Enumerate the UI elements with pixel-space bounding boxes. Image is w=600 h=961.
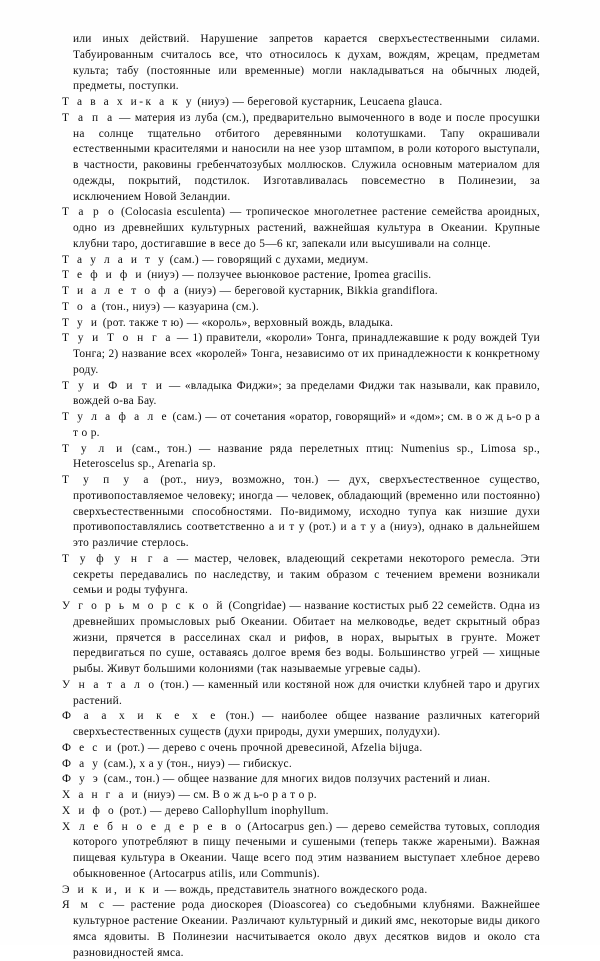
entry-definition: (сам.), х а у (тон., ниуэ) — гибискус. xyxy=(100,757,292,770)
dictionary-entry xyxy=(62,757,540,773)
entry-headword: Х и ф о xyxy=(62,804,117,817)
dictionary-entry xyxy=(62,300,540,316)
dictionary-entry xyxy=(62,552,540,599)
dictionary-entry xyxy=(62,709,540,741)
entry-definition: (Artocarpus gen.) — дерево семейства тутовых, соплодия которого употребляют в пищу печеными и сушеными (теперь также жареными). Важная пищевая культура в Океании. Чаще всего под этим названием выступает хлебное дерево обыкновенное (Artocarpus atilis, или Communis). xyxy=(73,820,540,880)
entry-headword: Я м с xyxy=(62,899,107,912)
dictionary-entry xyxy=(62,788,540,804)
entry-definition: (Colocasia esculenta) — тропическое многолетнее растение семейства ароидных, одно из древнейших культурных растений, важнейшая культура в Океании. Крупные клубни таро, достигавшие в весе до 5—6 кг, запекали или высушивали на солнце. xyxy=(73,206,541,250)
dictionary-entry xyxy=(62,284,540,300)
dictionary-entry xyxy=(62,379,540,411)
dictionary-entry xyxy=(62,253,540,269)
dictionary-entry xyxy=(62,898,540,961)
entry-headword: У г о р ь м о р с к о й xyxy=(62,600,226,612)
text-column xyxy=(62,32,540,961)
dictionary-entry xyxy=(62,268,540,284)
entry-definition: — мастер, человек, владеющий секретами некоторого ремесла. Эти секреты передавались по наследству, и таким образом с течением времени возникали семьи и роды туфунга. xyxy=(73,552,540,597)
entry-headword: Ф у э xyxy=(62,773,101,786)
entry-definition: — вождь, представитель знатного вождеского рода. xyxy=(161,883,428,896)
entry-definition: (ниуэ) — ползучее вьюнковое растение, Ipomea gracilis. xyxy=(143,269,432,282)
dictionary-entry xyxy=(62,316,540,332)
entry-headword: Т у ф у н г а xyxy=(62,552,171,565)
entry-definition: (ниуэ) — береговой кустарник, Leucaena glauca. xyxy=(194,96,443,108)
entry-definition: (рот. также т ю) — «король», верховный вождь, владыка. xyxy=(99,316,394,329)
dictionary-entry xyxy=(62,820,540,883)
entry-definition: (сам.) — говорящий с духами, медиум. xyxy=(166,253,369,266)
entry-headword: Ф а а х и к е х е xyxy=(62,710,218,723)
entry-definition: (сам.) — от сочетания «оратор, говорящий» и «дом»; см. в о ж д ь-о р а т о р. xyxy=(73,411,541,439)
entry-definition: — 1) правители, «короли» Тонга, принадлежавшие к роду вождей Туи Тонга; 2) название всех «королей» Тонга, независимо от их принадлежности к конкретному роду. xyxy=(73,332,540,376)
entry-headword: Т а р о xyxy=(62,206,117,219)
entry-headword: Т а п а xyxy=(62,111,115,124)
entry-headword: Х л е б н о е д е р е в о xyxy=(62,820,244,833)
entry-definition: — «владыка Фиджи»; за пределами Фиджи так называли, как правило, вождей о-ва Бау. xyxy=(73,379,540,408)
entry-definition: (ниуэ) — береговой кустарник, Bikkia grandiflora. xyxy=(181,285,438,297)
dictionary-entry xyxy=(62,205,540,252)
dictionary-entry xyxy=(62,804,540,820)
entry-headword: У н а т а л о xyxy=(62,678,157,691)
dictionary-entry xyxy=(62,111,540,206)
dictionary-entry xyxy=(62,95,540,111)
entry-definition: (ниуэ) — см. В о ж д ь-о р а т о р. xyxy=(140,789,317,801)
entry-headword: Т у л и xyxy=(62,442,125,455)
entry-headword: Т у л а ф а л е xyxy=(62,411,170,423)
dictionary-entry xyxy=(62,883,540,899)
entry-headword: Т а у л а и т у xyxy=(62,253,167,266)
entry-headword: Т у и Ф и т и xyxy=(62,379,165,392)
entry-headword: Ф е с и xyxy=(62,741,114,754)
dictionary-entry xyxy=(62,678,540,710)
entry-headword: Э и к и, и к и xyxy=(62,883,162,896)
entry-headword: Т у и Т о н г а xyxy=(62,332,173,345)
paragraph-text: или иных действий. Нарушение запретов карается сверхъестественными силами. Табуированным считалось все, что относилось к духам, вождям, жрецам, предметам культа; табу (постоянные или временные) могли накладываться на обычных людей, предметы, поступки. xyxy=(73,33,540,93)
dictionary-entry xyxy=(62,442,540,474)
dictionary-entry xyxy=(62,410,540,442)
entry-headword: Т и а л е т о ф а xyxy=(62,285,182,297)
entry-definition: (тон.) — наиболее общее название различных категорий сверхъестественных существ (духи природы, духи умерших, полудухи). xyxy=(73,710,541,738)
entry-definition: (рот.) — дерево Callophyllum inophyllum. xyxy=(116,804,329,817)
entry-definition: (рот., ниуэ, возможно, тон.) — дух, сверхъестественное существо, противопоставляемое человеку; иногда — человек, обладающий (временно или постоянно) сверхъестественными способностями. По-видимому, исходно тупуа как низшие духи противопоставлялись соответственно а и т у (рот.) и а т у а (ниуэ), однако в дальнейшем это различие стерлось. xyxy=(73,474,540,549)
dictionary-entry xyxy=(62,772,540,788)
entry-definition: — растение рода диоскорея (Dioascorea) со съедобными клубнями. Важнейшее культурное растение Океании. Различают культурный и дикий ямс, некоторые виды дикого ямса ядовиты. В Полинезии насчитывается около двух десятков видов и около ста разновидностей ямса. xyxy=(73,899,540,959)
entry-definition: (тон., ниуэ) — казуарина (см.). xyxy=(98,300,259,313)
paragraph-continuation xyxy=(62,32,540,95)
entry-headword: Т о а xyxy=(62,300,99,313)
dictionary-entry xyxy=(62,331,540,378)
entry-headword: Х а н г а и xyxy=(62,789,141,801)
entry-definition: (сам., тон.) — общее название для многих видов ползучих растений и лиан. xyxy=(100,773,491,786)
entry-headword: Ф а у xyxy=(62,757,101,770)
entry-headword: Т у п у а xyxy=(62,474,151,486)
dictionary-entry xyxy=(62,741,540,757)
entry-headword: Т у и xyxy=(62,316,100,329)
dictionary-entry xyxy=(62,473,540,552)
entry-definition: — материя из луба (см.), предварительно вымоченного в воде и после просушки на солнце тщательно отбитого деревянными колотушками. Тапу окрашивали естественными красителями и наносили на нее узор штампом, в роли которого выступали, в частности, раковины гребенчатозубых моллюсков. Служила основным материалом для одежды, покрытий, подстилок. Изготавливалась повсеместно в Полинезии, за исключением Новой Зеландии. xyxy=(73,111,541,203)
dictionary-entry xyxy=(62,599,540,678)
entry-headword: Т а в а х и-к а к у xyxy=(62,96,195,108)
entry-definition: (сам., тон.) — название ряда перелетных птиц: Numenius sp., Limosa sp., Heteroscelus sp., Arenaria sp. xyxy=(73,442,541,471)
entry-definition: (тон.) — каменный или костяной нож для очистки клубней таро и других растений. xyxy=(73,678,540,707)
entry-headword: Т е ф и ф и xyxy=(62,269,144,282)
entry-definition: (Congridae) — название костистых рыб 22 семейств. Одна из древнейших промысловых рыб Океании. Обитает на мелководье, ведет скрытный образ жизни, прячется в расселинах скал и рифов, в норах, вырытых в грунте. Может передвигаться по суше, оставаясь долгое время без воды. Большинство угрей — хищные рыбы. Живут большими колониями (так называемые угревые сады). xyxy=(73,600,540,675)
entry-definition: (рот.) — дерево с очень прочной древесиной, Afzelia bijuga. xyxy=(114,741,423,754)
